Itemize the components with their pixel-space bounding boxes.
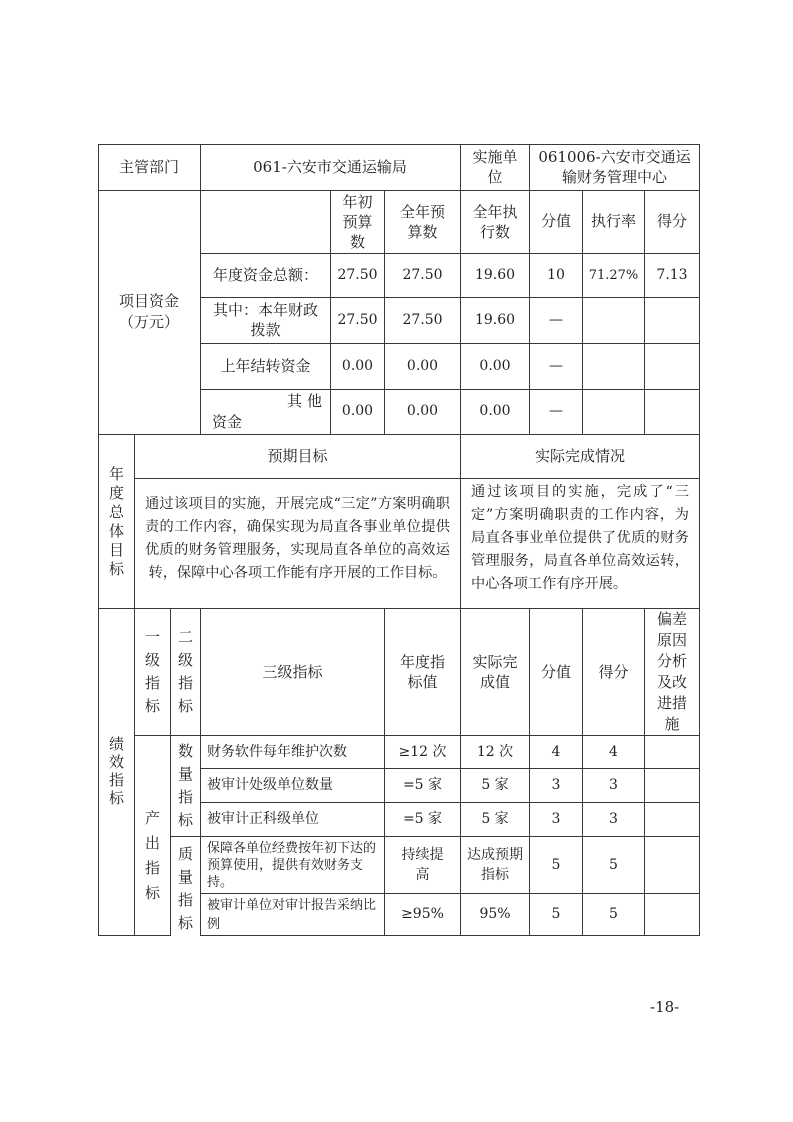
indicator-score: 3 <box>609 811 618 827</box>
indicator-deviation <box>645 736 699 768</box>
indicator-weight: 5 <box>551 856 561 873</box>
level2-quantity-indicator <box>171 736 200 836</box>
level1-output-indicator <box>135 736 170 935</box>
goals-section-label <box>99 435 134 608</box>
funds-label-line2: （万元） <box>118 313 179 331</box>
perf-col-target: 年度指标值 <box>399 653 445 691</box>
performance-section-label-text: 绩效指标 <box>108 735 124 807</box>
indicator-weight: 4 <box>551 743 561 760</box>
funds-col-executed: 全年执行数 <box>472 202 518 241</box>
funds-row-label <box>201 389 330 434</box>
dept-value: 061-六安市交通运输局 <box>253 157 407 176</box>
expected-goal-header: 预期目标 <box>267 447 328 465</box>
indicator-score: 3 <box>609 777 618 793</box>
funds-cell-initial: 27.50 <box>337 311 378 328</box>
indicator-name: 被审计单位对审计报告采纳比例 <box>207 897 377 932</box>
perf-col-weight: 分值 <box>540 662 571 681</box>
indicator-name: 被审计正科级单位 <box>207 811 319 827</box>
funds-cell-initial: 0.00 <box>341 403 374 419</box>
actual-goal-paragraph: 通过该项目的实施，完成了“三定”方案明确职责的工作内容，为局直各事业单位提供了优质的财务管理服务，局直各单位高效运转，中心各项工作有序开展。 <box>471 484 689 592</box>
dept-label: 主管部门 <box>118 157 179 176</box>
funds-cell-weight: — <box>549 403 563 419</box>
funds-section-label <box>98 190 200 434</box>
funds-row-label: 其中：本年财政拨款 <box>212 301 318 339</box>
perf-col-level2 <box>171 609 200 735</box>
indicator-name: 保障各单位经费按年初下达的预算使用，提供有效财务支持。 <box>207 840 377 890</box>
expected-goal-text <box>135 479 460 608</box>
actual-goal-text <box>461 479 699 608</box>
funds-cell-executed: 0.00 <box>479 357 511 374</box>
indicator-score: 4 <box>609 743 618 760</box>
funds-cell-annual: 27.50 <box>402 266 443 283</box>
indicator-weight: 3 <box>551 777 561 793</box>
performance-section-label <box>99 735 134 805</box>
funds-cell-annual: 27.50 <box>402 311 443 328</box>
level2-quality-indicator <box>171 837 200 935</box>
indicator-score: 5 <box>609 856 618 873</box>
impl-label: 实施单位 <box>472 148 518 186</box>
funds-col-weight: 分值 <box>540 212 571 230</box>
indicator-name: 被审计处级单位数量 <box>207 777 333 793</box>
funds-row-label-text: 其他资金 <box>212 391 322 431</box>
indicator-weight: 3 <box>551 811 561 827</box>
funds-cell-annual: 0.00 <box>406 357 439 374</box>
funds-cell-initial: 0.00 <box>341 357 374 374</box>
expected-goal-paragraph: 通过该项目的实施，开展完成“三定”方案明确职责的工作内容，确保实现为局直各事业单位提供优质的财务管理服务，实现局直各单位的高效运转，保障中心各项工作能有序开展的工作目标。 <box>145 495 450 581</box>
indicator-deviation <box>645 803 699 836</box>
funds-cell-initial: 27.50 <box>337 266 378 283</box>
funds-cell-weight: — <box>549 357 563 374</box>
funds-col-rate: 执行率 <box>590 212 636 230</box>
funds-cell-executed: 0.00 <box>479 403 511 419</box>
funds-cell-score: 7.13 <box>656 266 688 283</box>
goals-section-label-text: 年度总体目标 <box>108 464 124 578</box>
indicator-actual: 12 次 <box>476 743 514 760</box>
funds-label-line1: 项目资金 <box>118 292 179 310</box>
funds-cell-rate <box>583 297 644 343</box>
actual-goal-header: 实际完成情况 <box>534 447 625 465</box>
indicator-target: 持续提高 <box>401 847 444 883</box>
funds-cell-score <box>645 297 699 343</box>
perf-col-level1 <box>135 609 170 735</box>
indicator-target: ≥12 次 <box>398 743 447 760</box>
funds-cell-weight: — <box>549 311 563 328</box>
indicator-weight: 5 <box>551 906 561 922</box>
indicator-score: 5 <box>609 906 618 922</box>
perf-col-score: 得分 <box>598 662 629 681</box>
level2-quality-indicator-text: 质量指标 <box>177 845 193 932</box>
perf-col-actual: 实际完成值 <box>472 653 518 691</box>
funds-cell-rate <box>583 389 644 434</box>
funds-cell-executed: 19.60 <box>474 311 516 328</box>
funds-cell-score <box>645 389 699 434</box>
perf-col-level1-text: 一级指标 <box>144 628 160 715</box>
indicator-deviation <box>645 837 699 893</box>
impl-value: 061006-六安市交通运输财务管理中心 <box>538 148 691 186</box>
perf-col-deviation: 偏差原因分析及改进措施 <box>656 610 687 733</box>
funds-cell-rate <box>583 343 644 389</box>
page-number: -18- <box>650 998 680 1016</box>
indicator-target: =5 家 <box>402 777 443 793</box>
level2-quantity-indicator-text: 数量指标 <box>177 742 193 829</box>
funds-col-annual: 全年预算数 <box>399 202 445 241</box>
funds-row-label: 年度资金总额： <box>212 265 318 284</box>
table-border-bottom <box>200 935 700 936</box>
indicator-actual: 达成预期指标 <box>467 847 523 883</box>
table-border-right <box>699 144 700 936</box>
funds-col-score: 得分 <box>656 212 687 230</box>
funds-cell-executed: 19.60 <box>474 266 516 283</box>
level1-output-indicator-text: 产出指标 <box>144 808 160 902</box>
perf-col-level3: 三级指标 <box>262 662 323 681</box>
indicator-actual: 5 家 <box>481 811 509 827</box>
indicator-name: 财务软件每年维护次数 <box>207 743 347 760</box>
perf-col-level2-text: 二级指标 <box>177 628 193 715</box>
indicator-actual: 5 家 <box>481 777 509 793</box>
funds-cell-rate: 71.27% <box>588 267 639 283</box>
indicator-target: =5 家 <box>402 811 443 827</box>
funds-cell-annual: 0.00 <box>406 403 439 419</box>
indicator-deviation <box>645 769 699 802</box>
indicator-actual: 95% <box>479 906 511 922</box>
indicator-target: ≥95% <box>401 906 444 922</box>
funds-col-initial: 年初预算数 <box>342 192 373 251</box>
funds-cell-score <box>645 343 699 389</box>
funds-cell-weight: 10 <box>547 266 565 283</box>
indicator-deviation <box>645 894 699 935</box>
funds-row-label: 上年结转资金 <box>220 356 311 375</box>
